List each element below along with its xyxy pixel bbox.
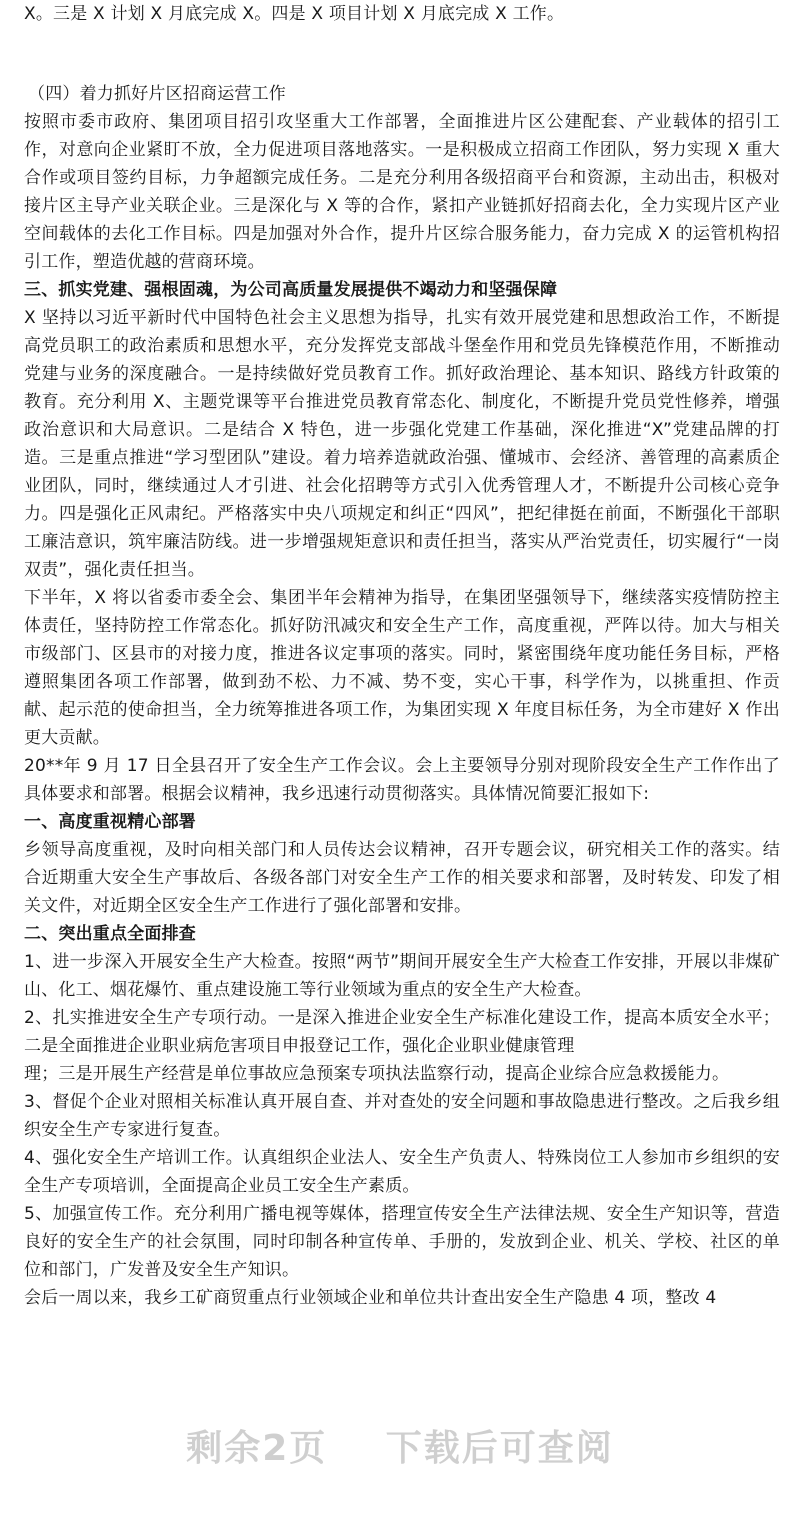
list-item: 1、进一步深入开展安全生产大检查。按照“两节”期间开展安全生产大检查工作安排，开展以非煤矿山、化工、烟花爆竹、重点建设施工等行业领域为重点的安全生产大检查。 bbox=[24, 952, 780, 1000]
list-item: 3、督促个企业对照相关标准认真开展自查、并对查处的安全问题和事故隐患进行整改。之后我乡组织安全生产专家进行复查。 bbox=[24, 1092, 780, 1140]
part-3-heading: 三、抓实党建、强根固魂，为公司高质量发展提供不竭动力和坚强保障 bbox=[24, 280, 558, 300]
list-item-continued: 理；三是开展生产经营是单位事故应急预案专项执法监察行动，提高企业综合应急救援能力。 bbox=[24, 1064, 730, 1084]
download-to-view-label: 下载后可查阅 bbox=[385, 1428, 614, 1469]
document-body bbox=[24, 0, 780, 1312]
body-1: 乡领导高度重视，及时向相关部门和人员传达会议精神，召开专题会议，研究相关工作的落实。结合近期重大安全生产事故后、各级各部门对安全生产工作的相关要求和部署，及时转发、印发了相关文件，对近期全区安全生产工作进行了强化部署和安排。 bbox=[24, 840, 780, 916]
section-4-heading: （四）着力抓好片区招商运营工作 bbox=[28, 84, 286, 104]
heading-2: 二、突出重点全面排查 bbox=[24, 924, 196, 944]
meeting-intro: 20**年 9 月 17 日全县召开了安全生产工作会议。会上主要领导分别对现阶段安全生产工作作出了具体要求和部署。根据会议精神，我乡迅速行动贯彻落实。具体情况简要汇报如下: bbox=[24, 756, 780, 804]
remaining-pages-label: 剩余2页 bbox=[186, 1428, 328, 1469]
list-item: 2、扎实推进安全生产专项行动。一是深入推进企业安全生产标准化建设工作，提高本质安全水平；二是全面推进企业职业病危害项目申报登记工作，强化企业职业健康管理 bbox=[24, 1008, 780, 1056]
second-half-body: 下半年，X 将以省委市委全会、集团半年会精神为指导，在集团坚强领导下，继续落实疫情防控主体责任，坚持防控工作常态化。抓好防汛减灾和安全生产工作，高度重视，严阵以待。加大与相关市级部门、区县市的对接力度，推进各议定事项的落实。同时，紧密围绕年度功能任务目标，严格遵照集团各项工作部署，做到劲不松、力不减、势不变，实心干事，科学作为，以挑重担、作贡献、起示范的使命担当，全力统筹推进各项工作，为集团实现 X 年度目标任务，为全市建好 X 作出更大贡献。 bbox=[24, 588, 780, 748]
list-item: 4、强化安全生产培训工作。认真组织企业法人、安全生产负责人、特殊岗位工人参加市乡组织的安全生产专项培训，全面提高企业员工安全生产素质。 bbox=[24, 1148, 780, 1196]
top-fragment: X。三是 X 计划 X 月底完成 X。四是 X 项目计划 X 月底完成 X 工作。 bbox=[24, 4, 565, 24]
fade-overlay bbox=[0, 1380, 800, 1420]
download-prompt[interactable] bbox=[0, 1420, 800, 1471]
section-4-body: 按照市委市政府、集团项目招引攻坚重大工作部署，全面推进片区公建配套、产业载体的招引工作，对意向企业紧盯不放，全力促进项目落地落实。一是积极成立招商工作团队，努力实现 X 重大合作或项目签约目标，力争超额完成任务。二是充分利用各级招商平台和资源，主动出击，积极对接片区主导产业关联企业。三是深化与 X 等的合作，紧扣产业链抓好招商去化，全力实现片区产业空间载体的去化工作目标。四是加强对外合作，提升片区综合服务能力，奋力完成 X 的运管机构招引工作，塑造优越的营商环境。 bbox=[24, 112, 780, 272]
part-3-body: X 坚持以习近平新时代中国特色社会主义思想为指导，扎实有效开展党建和思想政治工作，不断提高党员职工的政治素质和思想水平，充分发挥党支部战斗堡垒作用和党员先锋模范作用，不断推动党建与业务的深度融合。一是持续做好党员教育工作。抓好政治理论、基本知识、路线方针政策的教育。充分利用 X、主题党课等平台推进党员教育常态化、制度化，不断提升党员党性修养，增强政治意识和大局意识。二是结合 X 特色，进一步强化党建工作基础，深化推进“X”党建品牌的打造。三是重点推进“学习型团队”建设。着力培养造就政治强、懂城市、会经济、善管理的高素质企业团队，同时，继续通过人才引进、社会化招聘等方式引入优秀管理人才，不断提升公司核心竞争力。四是强化正风肃纪。严格落实中央八项规定和纠正“四风”，把纪律挺在前面，不断强化干部职工廉洁意识，筑牢廉洁防线。进一步增强规矩意识和责任担当，落实从严治党责任，切实履行“一岗双责”，强化责任担当。 bbox=[24, 308, 780, 580]
list-item: 5、加强宣传工作。充分利用广播电视等媒体，搭理宣传安全生产法律法规、安全生产知识等，营造良好的安全生产的社会氛围，同时印制各种宣传单、手册的，发放到企业、机关、学校、社区的单位和部门，广发普及安全生产知识。 bbox=[24, 1204, 780, 1280]
heading-1: 一、高度重视精心部署 bbox=[24, 812, 196, 832]
closing-paragraph: 会后一周以来，我乡工矿商贸重点行业领域企业和单位共计查出安全生产隐患 4 项，整改 4 bbox=[24, 1288, 717, 1308]
